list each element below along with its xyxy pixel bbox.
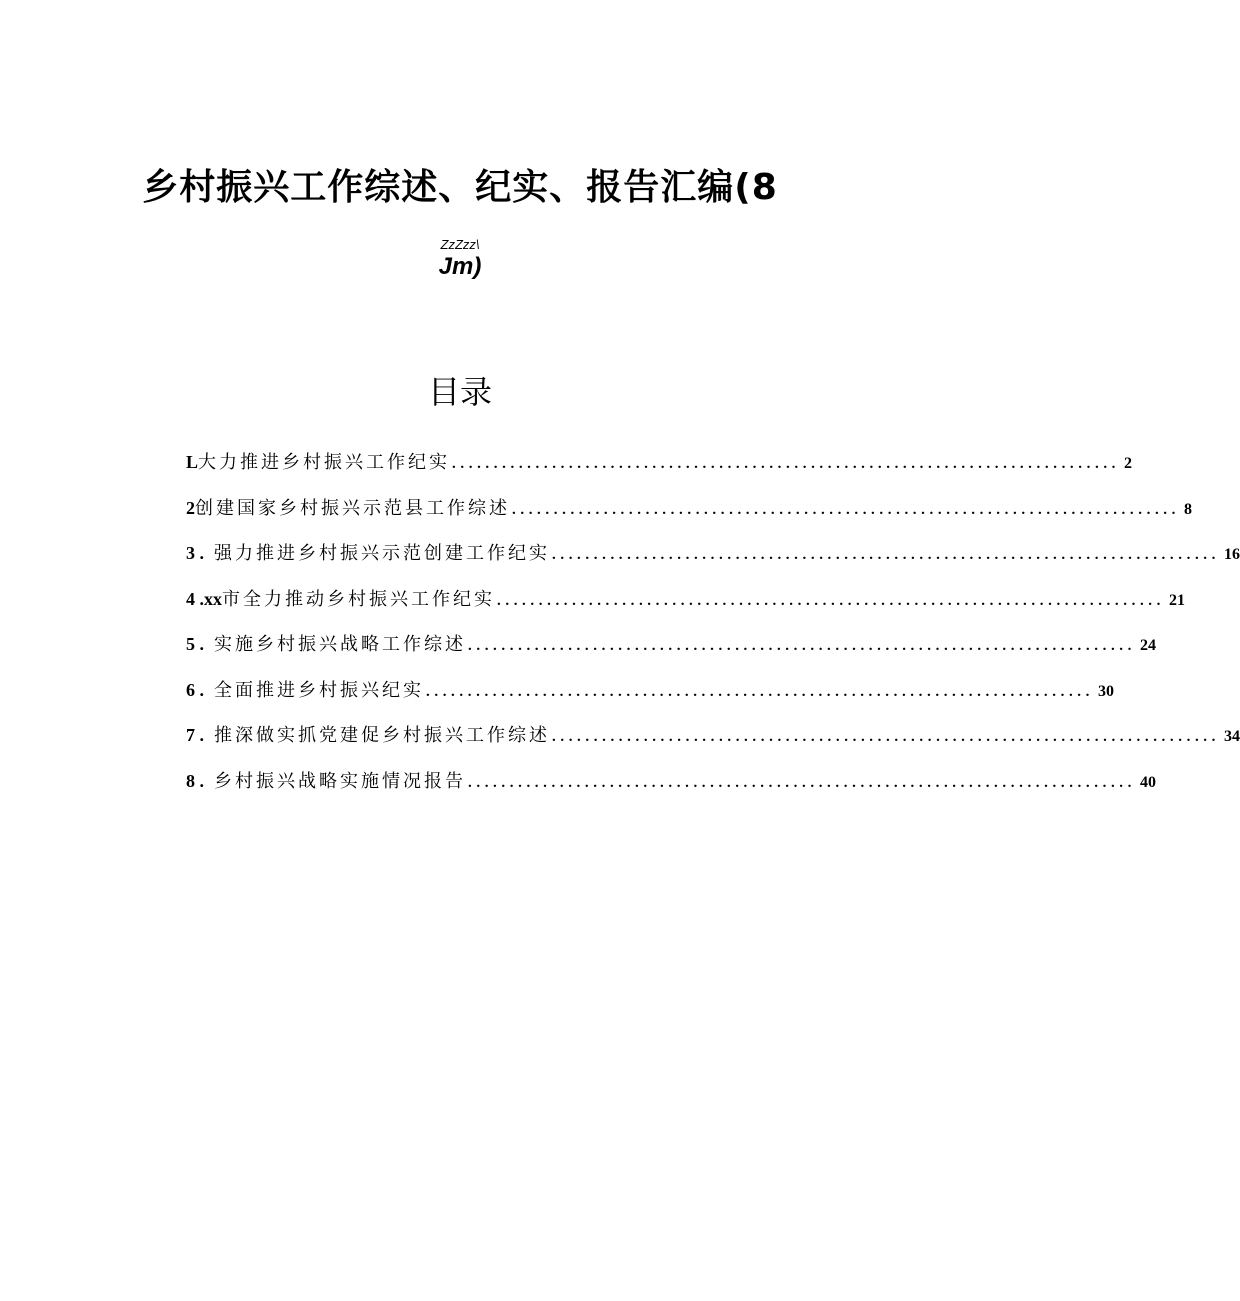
toc-item[interactable] [186,531,1240,577]
toc-item[interactable] [186,713,1240,759]
toc-leader-dots: ................................................................................ [452,456,1121,472]
toc-item-page: 34 [1224,728,1240,745]
toc-item-title: 创建国家乡村振兴示范县工作综述 [195,497,510,519]
toc-leader-dots: ................................................................................ [468,774,1136,791]
toc-leader-dots: ................................................................................ [426,683,1094,700]
toc-heading: 目录 [427,373,492,411]
toc-item[interactable] [186,668,1114,714]
toc-item-page: 24 [1140,637,1156,654]
toc-item-page: 16 [1224,546,1240,563]
table-of-contents [186,440,1240,804]
toc-leader-dots: ................................................................................ [552,547,1220,563]
toc-item-page: 2 [1124,455,1133,472]
toc-item-title: 乡村振兴战略实施情况报告 [214,770,466,792]
toc-item-number: 3 . [186,543,204,563]
toc-item[interactable] [186,622,1156,668]
toc-item[interactable] [186,759,1156,805]
toc-item-number: 2 [186,497,195,518]
toc-item-title: 推深做实抓党建促乡村振兴工作综述 [214,725,550,746]
toc-item-number: 4 .xx [186,588,222,609]
toc-item-title: 强力推进乡村振兴示范创建工作纪实 [214,543,550,564]
toc-item-page: 30 [1098,682,1114,700]
subtitle-line-1: ZzZzz\ [440,237,480,252]
toc-item-number: 7 . [186,725,204,745]
toc-item-page: 40 [1140,773,1156,791]
toc-item[interactable] [186,577,1185,623]
toc-item[interactable] [186,486,1192,532]
toc-leader-dots: ................................................................................ [512,501,1180,518]
subtitle-line-2: Jm) [438,253,482,280]
toc-item-title: 大力推进乡村振兴工作纪实 [198,452,451,473]
toc-leader-dots: ................................................................................ [497,592,1165,609]
toc-item-title: 全面推进乡村振兴纪实 [214,679,424,701]
toc-item-title: 市全力推动乡村振兴工作纪实 [222,588,495,610]
toc-item-number: L [186,452,199,472]
toc-leader-dots: ................................................................................ [468,638,1136,654]
toc-item-page: 21 [1169,591,1185,609]
toc-item-number: 6 . [186,679,204,700]
toc-item-page: 8 [1184,500,1192,518]
document-title: 乡村振兴工作综述、纪实、报告汇编(8 [142,167,778,208]
toc-item-title: 实施乡村振兴战略工作综述 [214,634,466,655]
toc-item[interactable] [186,440,1133,486]
toc-item-number: 8 . [186,770,204,791]
toc-item-number: 5 . [186,634,204,654]
document-subtitle [0,238,920,279]
toc-leader-dots: ................................................................................ [552,729,1220,745]
